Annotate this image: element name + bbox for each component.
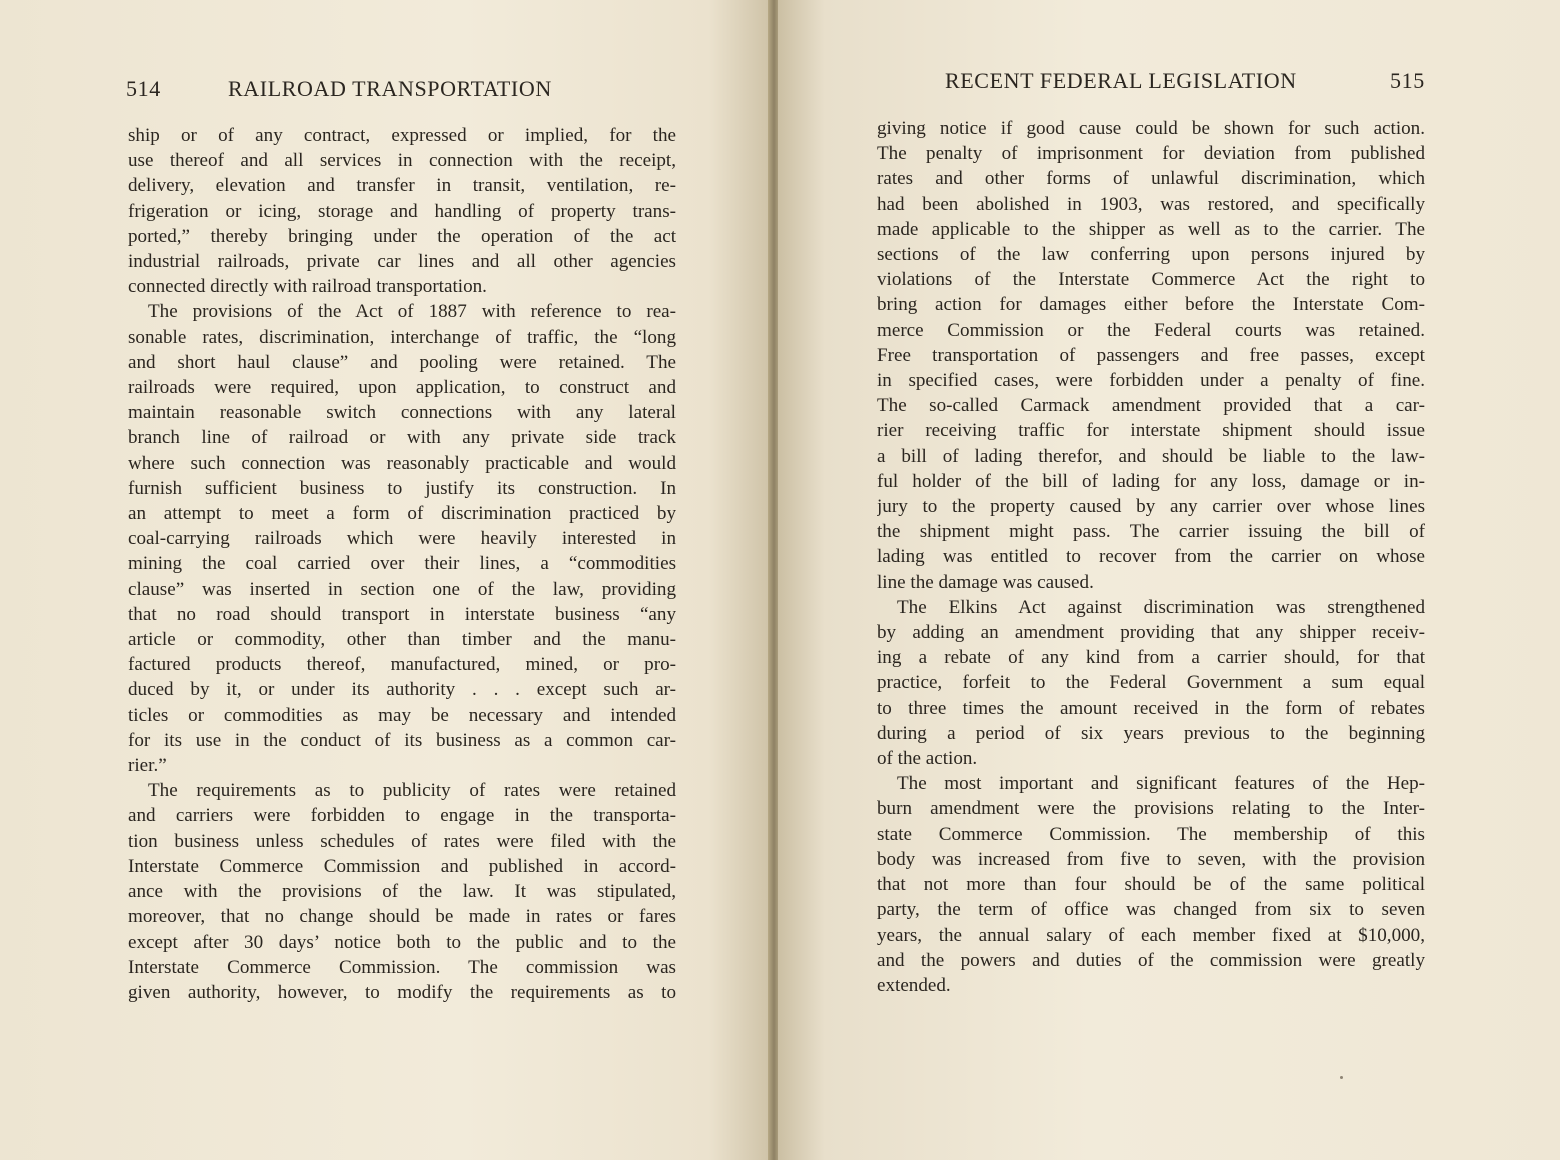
text-line: during a period of six years previous to the beginning <box>877 722 1425 744</box>
text-line: sonable rates, discrimination, interchange of traffic, the “long <box>128 326 676 348</box>
text-line: merce Commission or the Federal courts was retained. <box>877 319 1425 341</box>
text-line: giving notice if good cause could be shown for such action. <box>877 118 1425 139</box>
text-line: The Elkins Act against discrimination was strengthened <box>897 596 1425 618</box>
text-line: burn amendment were the provisions relating to the Inter- <box>877 798 1425 820</box>
text-line: the shipment might pass. The carrier issuing the bill of <box>877 521 1425 543</box>
text-line: maintain reasonable switch connections with any lateral <box>128 402 676 424</box>
text-line: mining the coal carried over their lines, a “commodities <box>128 553 676 575</box>
text-line: sections of the law conferring upon persons injured by <box>877 244 1425 266</box>
paper-speck <box>1340 1076 1343 1079</box>
text-line: and short haul clause” and pooling were retained. The <box>128 351 676 373</box>
text-line: coal-carrying railroads which were heavily interested in <box>128 528 676 550</box>
right-running-head: RECENT FEDERAL LEGISLATION <box>945 68 1297 93</box>
text-line: ing a rebate of any kind from a carrier should, for that <box>877 647 1425 669</box>
text-line: rates and other forms of unlawful discrimination, which <box>877 168 1425 190</box>
text-line: The requirements as to publicity of rates were retained <box>148 780 676 802</box>
text-line: rier.” <box>128 755 167 777</box>
text-line: a bill of lading therefor, and should be liable to the law- <box>877 445 1425 467</box>
text-line: Interstate Commerce Commission. The commission was <box>128 956 676 978</box>
text-line: made applicable to the shipper as well as to the carrier. The <box>877 218 1425 240</box>
text-line: line the damage was caused. <box>877 571 1094 593</box>
text-line: violations of the Interstate Commerce Act the right to <box>877 269 1425 291</box>
left-body-text <box>128 123 676 1005</box>
right-page-number: 515 <box>1390 68 1425 93</box>
text-line: use thereof and all services in connection with the receipt, <box>128 150 676 172</box>
text-line: ticles or commodities as may be necessary and intended <box>128 704 676 726</box>
text-line: ship or of any contract, expressed or implied, for the <box>128 125 676 146</box>
left-page <box>0 0 770 1160</box>
text-line: The provisions of the Act of 1887 with reference to rea- <box>148 301 676 323</box>
text-line: connected directly with railroad transportation. <box>128 276 487 298</box>
text-line: railroads were required, upon application, to construct and <box>128 377 676 399</box>
text-line: factured products thereof, manufactured, mined, or pro- <box>128 654 676 676</box>
text-line: that no road should transport in interstate business “any <box>128 603 676 625</box>
text-line: given authority, however, to modify the requirements as to <box>128 981 676 1003</box>
left-page-number: 514 <box>126 76 161 101</box>
text-line: branch line of railroad or with any private side track <box>128 427 676 449</box>
text-line: industrial railroads, private car lines and all other agencies <box>128 251 676 273</box>
text-line: delivery, elevation and transfer in transit, ventilation, re- <box>128 175 676 197</box>
text-line: ful holder of the bill of lading for any loss, damage or in- <box>877 470 1425 492</box>
text-line: article or commodity, other than timber and the manu- <box>128 629 676 651</box>
text-line: ported,” thereby bringing under the operation of the act <box>128 225 676 247</box>
text-line: to three times the amount received in the form of rebates <box>877 697 1425 719</box>
text-line: except after 30 days’ notice both to the public and to the <box>128 931 676 953</box>
text-line: that not more than four should be of the same political <box>877 874 1425 896</box>
text-line: The penalty of imprisonment for deviation from published <box>877 143 1425 165</box>
text-line: moreover, that no change should be made in rates or fares <box>128 906 676 928</box>
text-line: jury to the property caused by any carrier over whose lines <box>877 496 1425 518</box>
text-line: where such connection was reasonably practicable and would <box>128 452 676 474</box>
text-line: duced by it, or under its authority . . . except such ar- <box>128 679 676 701</box>
text-line: The so-called Carmack amendment provided that a car- <box>877 395 1425 417</box>
text-line: rier receiving traffic for interstate shipment should issue <box>877 420 1425 442</box>
text-line: Interstate Commerce Commission and published in accord- <box>128 855 676 877</box>
left-running-head: RAILROAD TRANSPORTATION <box>228 76 552 101</box>
text-line: in specified cases, were forbidden under a penalty of fine. <box>877 370 1425 392</box>
text-line: an attempt to meet a form of discrimination practiced by <box>128 503 676 525</box>
text-line: practice, forfeit to the Federal Government a sum equal <box>877 672 1425 694</box>
text-line: The most important and significant features of the Hep- <box>897 773 1425 795</box>
text-line: body was increased from five to seven, with the provision <box>877 848 1425 870</box>
text-line: party, the term of office was changed from six to seven <box>877 899 1425 921</box>
right-body-text <box>877 116 1425 998</box>
text-line: clause” was inserted in section one of the law, providing <box>128 578 676 600</box>
text-line: of the action. <box>877 748 978 770</box>
text-line: and the powers and duties of the commission were greatly <box>877 949 1425 971</box>
right-page <box>778 0 1560 1160</box>
text-line: state Commerce Commission. The membership of this <box>877 823 1425 845</box>
text-line: extended. <box>877 974 951 996</box>
text-line: by adding an amendment providing that any shipper receiv- <box>877 622 1425 644</box>
text-line: frigeration or icing, storage and handling of property trans- <box>128 200 676 222</box>
text-line: had been abolished in 1903, was restored, and specifically <box>877 193 1425 215</box>
text-line: and carriers were forbidden to engage in the transporta- <box>128 805 676 827</box>
text-line: bring action for damages either before the Interstate Com- <box>877 294 1425 316</box>
text-line: years, the annual salary of each member fixed at $10,000, <box>877 924 1425 946</box>
text-line: ance with the provisions of the law. It was stipulated, <box>128 881 676 903</box>
text-line: lading was entitled to recover from the carrier on whose <box>877 546 1425 568</box>
text-line: tion business unless schedules of rates were filed with the <box>128 830 676 852</box>
text-line: for its use in the conduct of its business as a common car- <box>128 729 676 751</box>
text-line: furnish sufficient business to justify its construction. In <box>128 477 676 499</box>
text-line: Free transportation of passengers and free passes, except <box>877 344 1425 366</box>
